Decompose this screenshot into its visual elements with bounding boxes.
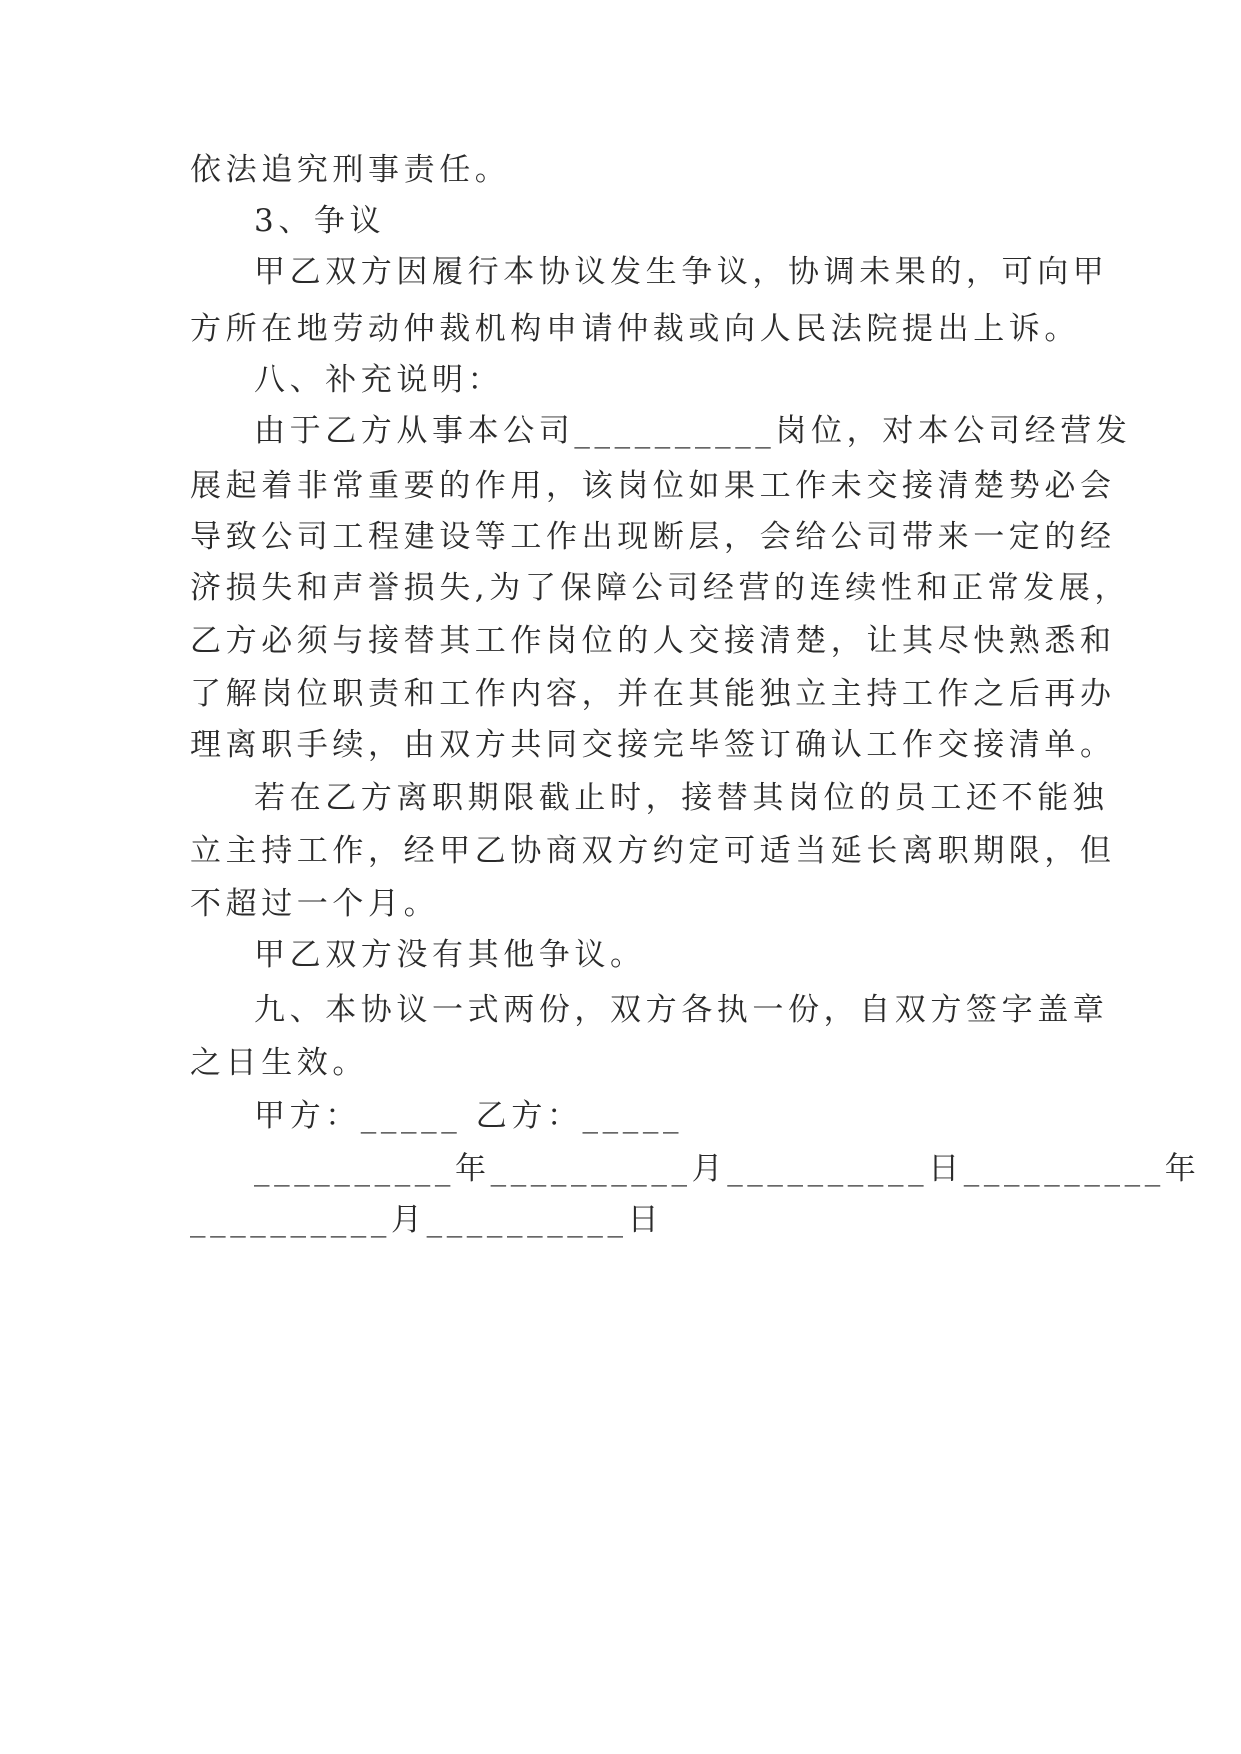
signature-line: 甲方：_____ 乙方：_____ [254,1098,684,1134]
date-line: __________月__________日 [190,1202,664,1238]
text-line: 若在乙方离职期限截止时，接替其岗位的员工还不能独 [254,780,1109,816]
section-heading-dispute: 3、争议 [254,203,386,239]
text-line: 依法追究刑事责任。 [190,152,511,188]
text-line: 立主持工作，经甲乙协商双方约定可适当延长离职期限，但 [190,833,1116,869]
text-line: 理离职手续，由双方共同交接完毕签订确认工作交接清单。 [190,727,1116,763]
text-line: 不超过一个月。 [190,886,440,922]
text-line: 之日生效。 [190,1045,368,1081]
text-line: 甲乙双方因履行本协议发生争议，协调未果的，可向甲 [254,254,1109,290]
text-line: 展起着非常重要的作用，该岗位如果工作未交接清楚势必会 [190,468,1116,504]
text-line: 甲乙双方没有其他争议。 [254,937,646,973]
text-line: 由于乙方从事本公司__________岗位，对本公司经营发 [254,413,1132,449]
text-line: 济损失和声誉损失,为了保障公司经营的连续性和正常发展， [190,570,1131,606]
date-line: __________年__________月__________日__________年 [254,1151,1201,1187]
section-heading-copies: 九、本协议一式两份，双方各执一份，自双方签字盖章 [254,992,1109,1028]
section-heading-supplement: 八、补充说明： [254,362,504,398]
text-line: 方所在地劳动仲裁机构申请仲裁或向人民法院提出上诉。 [190,311,1080,347]
text-line: 乙方必须与接替其工作岗位的人交接清楚，让其尽快熟悉和 [190,623,1116,659]
text-line: 导致公司工程建设等工作出现断层，会给公司带来一定的经 [190,519,1116,555]
text-line: 了解岗位职责和工作内容，并在其能独立主持工作之后再办 [190,676,1116,712]
